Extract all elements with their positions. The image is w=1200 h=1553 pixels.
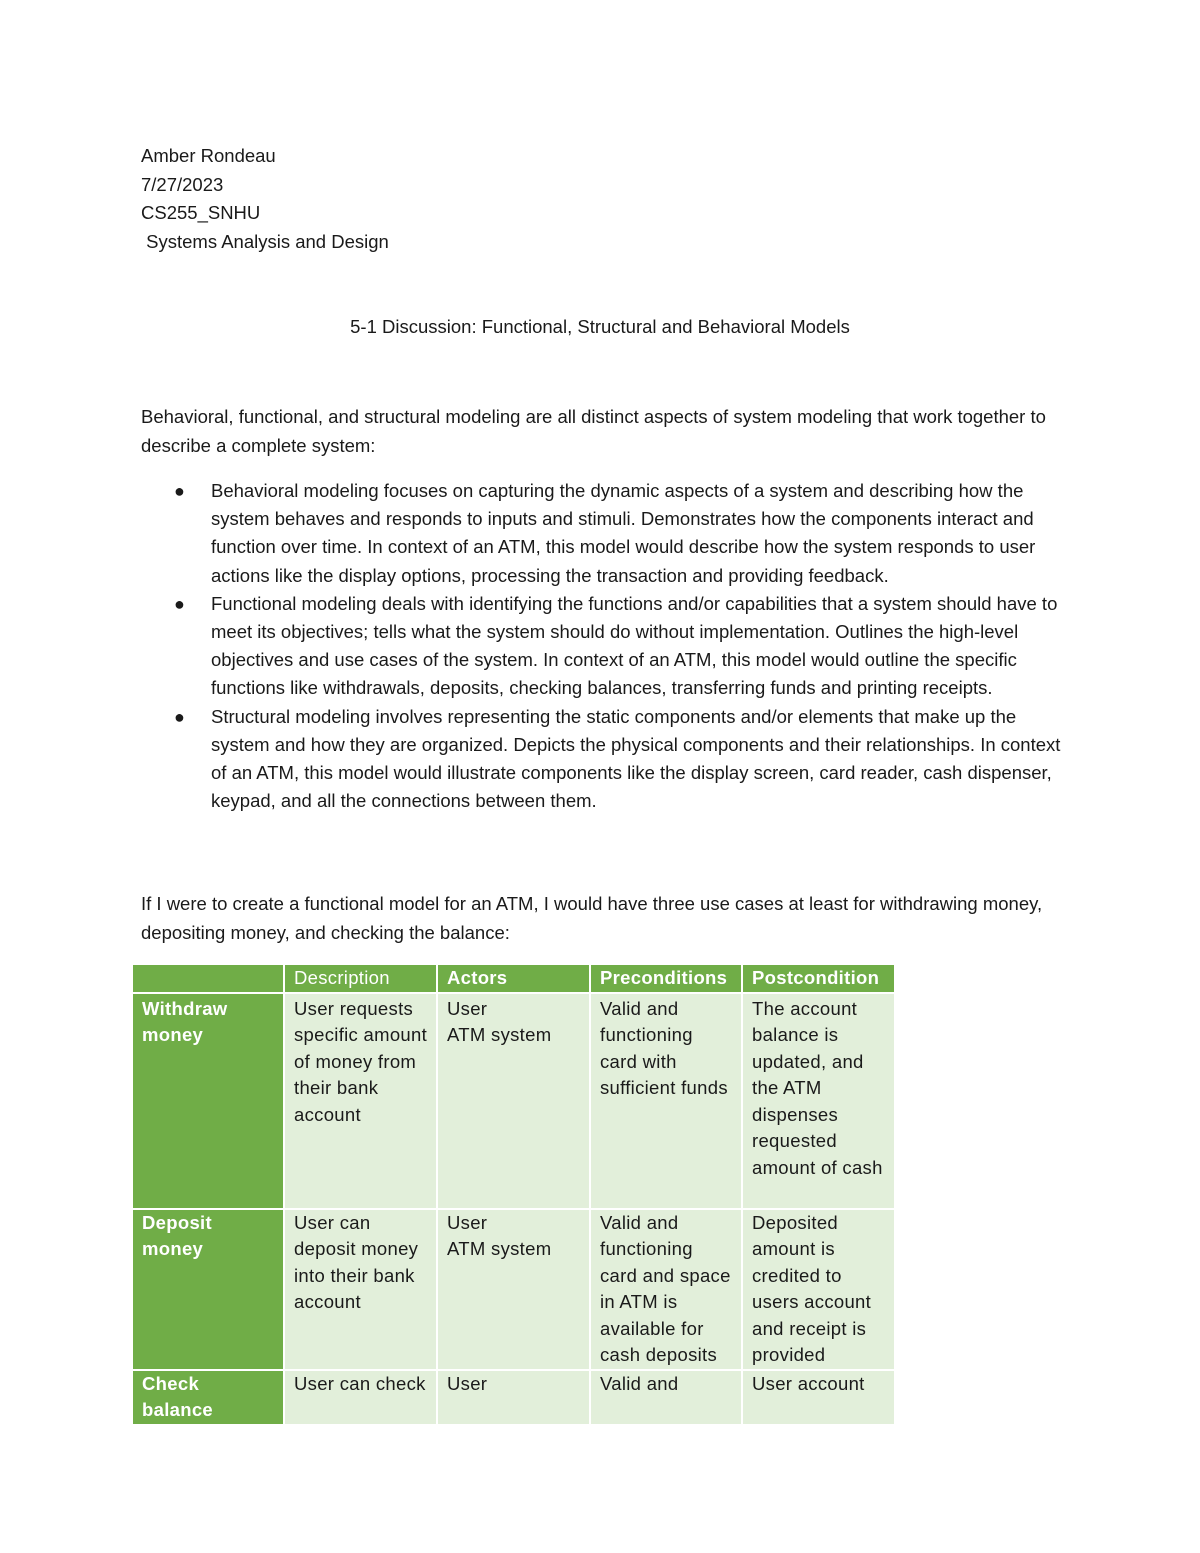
course-code: CS255_SNHU [141, 202, 261, 223]
description-cell: User can deposit money into their bank account [284, 1209, 437, 1370]
actors-cell: User [437, 1370, 590, 1425]
header-cell-postcondition: Postcondition [742, 964, 895, 993]
intro-paragraph: Behavioral, functional, and structural modeling are all distinct aspects of system modeling that work together to describe a complete system: [141, 406, 1046, 456]
preconditions-cell: Valid and functioning card and space in ATM is available for cash deposits [590, 1209, 742, 1370]
header-cell-actors: Actors [437, 964, 590, 993]
row-heading: Deposit money [132, 1209, 284, 1370]
table-header-row [132, 964, 895, 993]
table-row [132, 1370, 895, 1425]
closing-paragraph: If I were to create a functional model for an ATM, I would have three use cases at least for withdrawing money, depositing money, and checking the balance: [141, 893, 1043, 943]
header-cell-description: Description [284, 964, 437, 993]
document-title: 5-1 Discussion: Functional, Structural and Behavioral Models [350, 316, 850, 337]
preconditions-cell: Valid and functioning card with sufficient funds [590, 993, 742, 1209]
bullet-text: Functional modeling deals with identifying the functions and/or capabilities that a system should have to meet its objectives; tells what the system should do without implementation. Outlines the high-level objectives and use cases of the system. In context of an ATM, this model would outline the specific functions like withdrawals, deposits, checking balances, transferring funds and printing receipts. [211, 592, 1058, 699]
actors-cell: User ATM system [437, 1209, 590, 1370]
list-item [141, 703, 1071, 816]
document-header [141, 142, 389, 256]
list-item [141, 477, 1071, 590]
table-row [132, 1209, 895, 1370]
actors-cell: User ATM system [437, 993, 590, 1209]
row-heading: Withdraw money [132, 993, 284, 1209]
list-item [141, 590, 1071, 703]
postcondition-cell: Deposited amount is credited to users account and receipt is provided [742, 1209, 895, 1370]
bullet-text: Structural modeling involves representing the static components and/or elements that make up the system and how they are organized. Depicts the physical components and their relationships. In context of an ATM, this model would illustrate components like the display screen, card reader, cash dispenser, keypad, and all the connections between them. [211, 705, 1061, 812]
header-cell-preconditions: Preconditions [590, 964, 742, 993]
postcondition-cell: The account balance is updated, and the ATM dispenses requested amount of cash [742, 993, 895, 1209]
course-subject: Systems Analysis and Design [141, 230, 389, 252]
use-case-table [131, 963, 896, 1426]
bullet-list [141, 477, 1071, 815]
postcondition-cell: User account [742, 1370, 895, 1425]
bullet-icon: ● [174, 706, 185, 727]
preconditions-cell: Valid and [590, 1370, 742, 1425]
row-heading: Check balance [132, 1370, 284, 1425]
table-row [132, 993, 895, 1209]
author-name: Amber Rondeau [141, 145, 276, 166]
document-date: 7/27/2023 [141, 173, 224, 195]
description-cell: User requests specific amount of money from their bank account [284, 993, 437, 1209]
description-cell: User can check [284, 1370, 437, 1425]
header-cell-empty [132, 964, 284, 993]
bullet-icon: ● [174, 481, 185, 501]
bullet-text: Behavioral modeling focuses on capturing the dynamic aspects of a system and describing how the system behaves and responds to inputs and stimuli. Demonstrates how the components interact and function over time. In context of an ATM, this model would describe how the system responds to user actions like the display options, processing the transaction and providing feedback. [211, 480, 1036, 586]
bullet-icon: ● [174, 593, 185, 614]
